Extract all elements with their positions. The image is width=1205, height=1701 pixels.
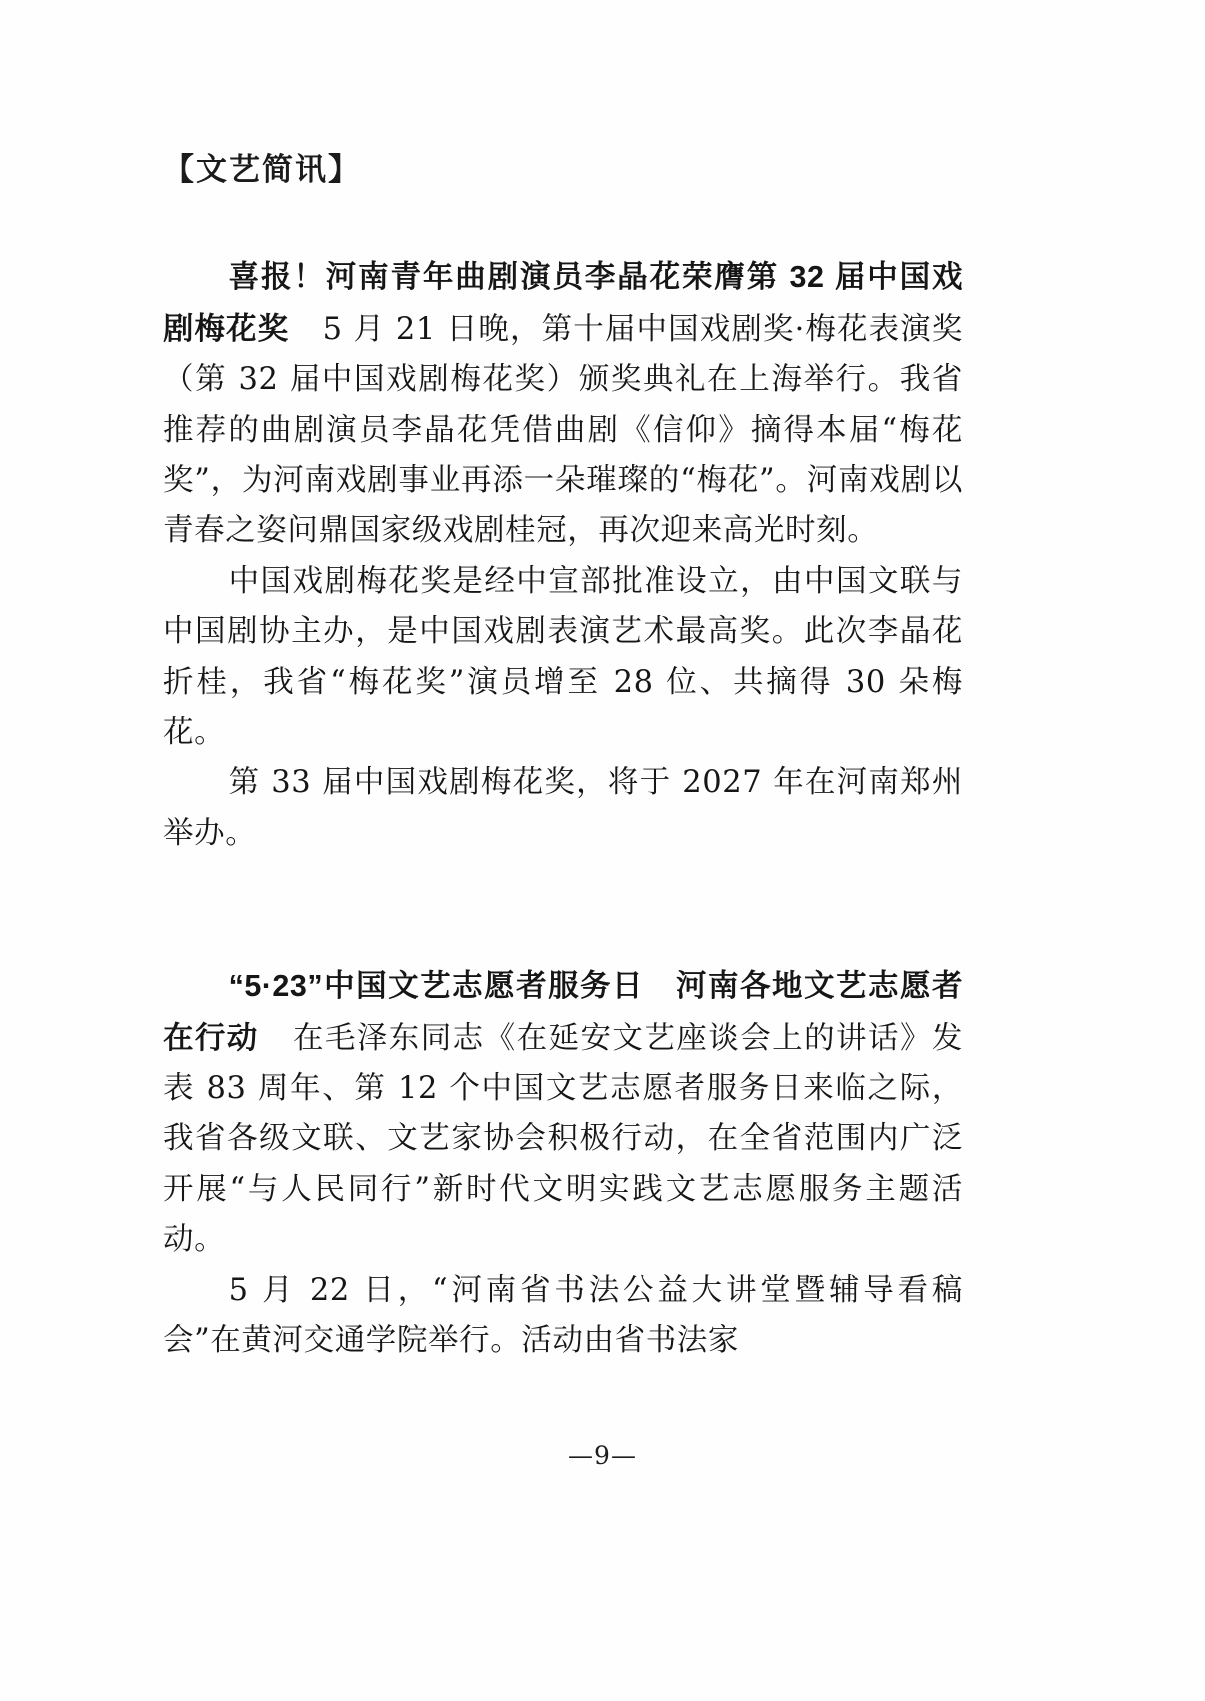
- section-heading: 【文艺简讯】: [163, 152, 361, 187]
- article-1-paragraph-2: 中国戏剧梅花奖是经中宣部批准设立，由中国文联与中国剧协主办，是中国戏剧表演艺术最高奖。此次李晶花折桂，我省“梅花奖”演员增至 28 位、共摘得 30 朵梅花。: [163, 563, 963, 750]
- article-1-paragraph-3: 第 33 届中国戏剧梅花奖，将于 2027 年在河南郑州举办。: [163, 765, 963, 851]
- article-2: [163, 961, 963, 1366]
- article-1: [163, 252, 963, 859]
- article-1-body-1: 5 月 21 日晚，第十届中国戏剧奖·梅花表演奖（第 32 届中国戏剧梅花奖）颁奖典礼在上海举行。我省推荐的曲剧演员李晶花凭借曲剧《信仰》摘得本届“梅花奖”，为河南戏剧事业再添一朵璀璨的“梅花”。河南戏剧以青春之姿问鼎国家级戏剧桂冠，再次迎来高光时刻。: [163, 311, 963, 549]
- page-number: —9—: [568, 1441, 637, 1470]
- article-2-body-1: 在毛泽东同志《在延安文艺座谈会上的讲话》发表 83 周年、第 12 个中国文艺志愿者服务日来临之际，我省各级文联、文艺家协会积极行动，在全省范围内广泛开展“与人民同行”新时代文明实践文艺志愿服务主题活动。: [163, 1020, 963, 1258]
- article-1-lead-title: 喜报！河南青年曲剧演员李晶花荣膺第 32 届中国戏剧梅花奖: [163, 260, 963, 346]
- article-2-paragraph-1: [163, 961, 963, 1265]
- article-2-paragraph-2: 5 月 22 日，“河南省书法公益大讲堂暨辅导看稿会”在黄河交通学院举行。活动由省书法家: [163, 1272, 963, 1359]
- article-2-lead-title: “5·23”中国文艺志愿者服务日 河南各地文艺志愿者在行动: [163, 969, 963, 1055]
- article-separator: [163, 905, 963, 961]
- page-content: [163, 150, 963, 1412]
- article-1-paragraph-1: [163, 252, 963, 556]
